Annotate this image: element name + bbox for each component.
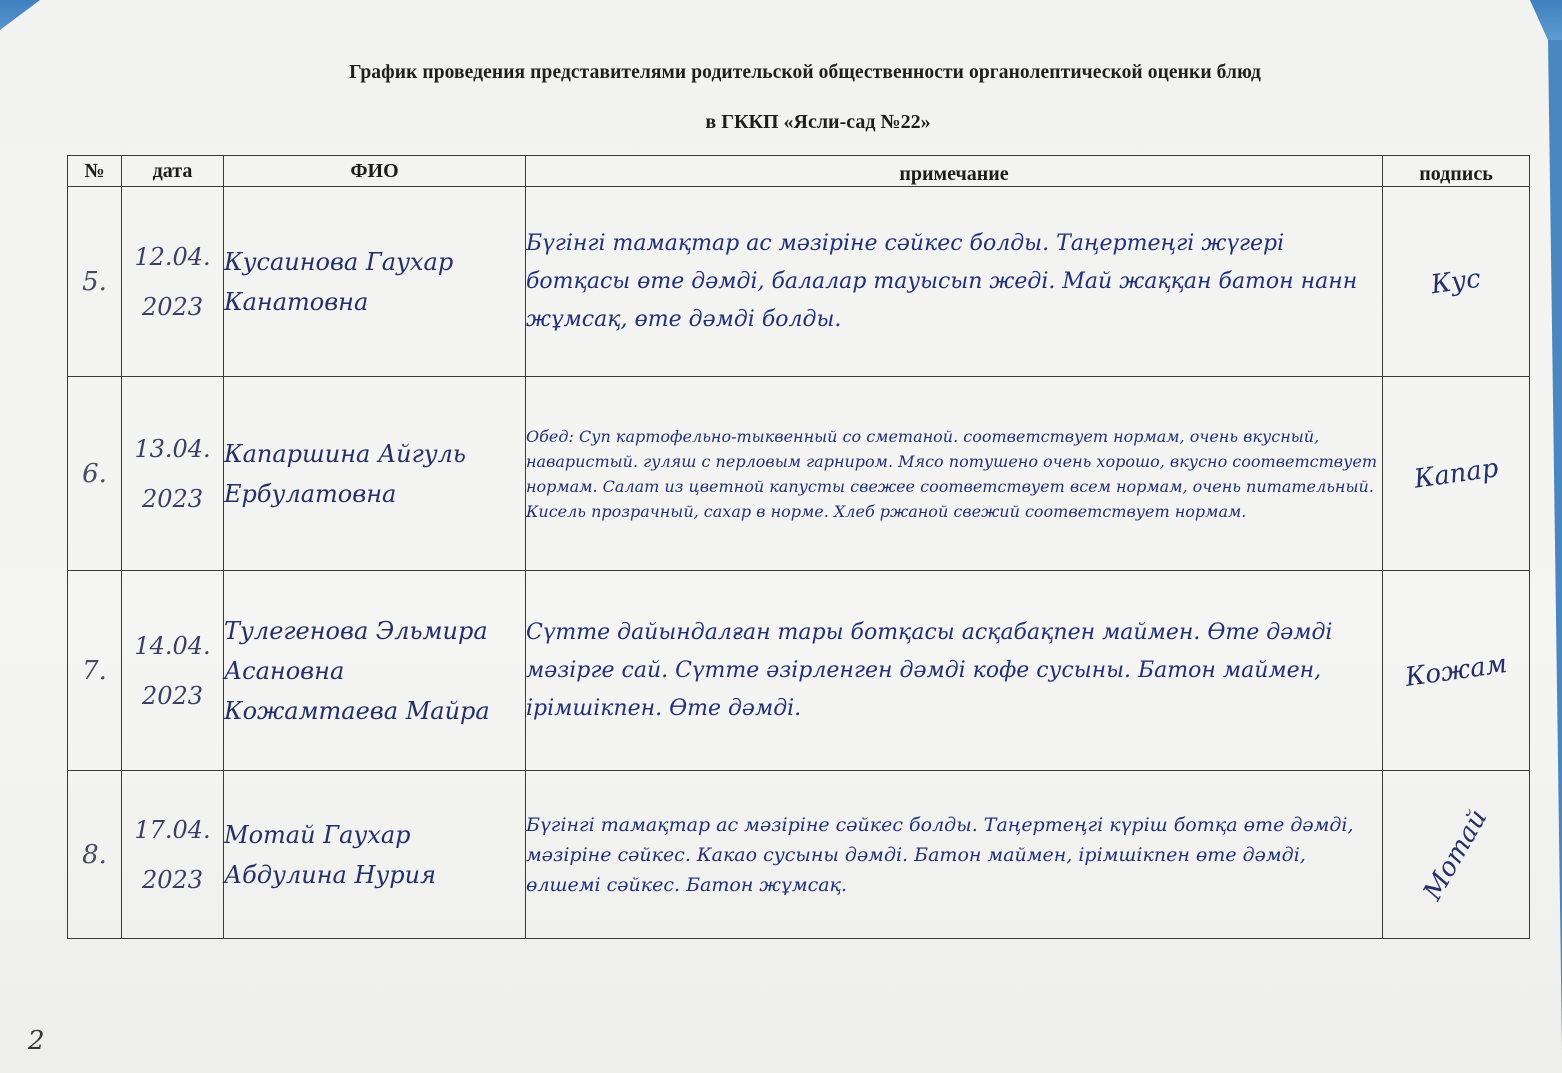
row-note: Обед: Суп картофельно-тыквенный со сметаной. соответствует нормам, очень вкусный, наваристый. гуляш с перловым гарниром. Мясо потушено очень хорошо, вкусно соответствует нормам. Салат из цветной капусты свежее соответствует всем нормам, очень питательный. Кисель прозрачный, сахар в норме. Хлеб ржаной свежий соответствует нормам. — [526, 377, 1383, 571]
row-signature — [1383, 377, 1530, 571]
row-number: 5. — [68, 187, 122, 377]
signature-text: Кус — [1429, 263, 1483, 300]
signature-text: Мотай — [1418, 804, 1494, 905]
row-date: 12.04. 2023 — [122, 187, 224, 377]
header-fio: ФИО — [224, 156, 526, 187]
row-fio: Мотай Гаухар Абдулина Нурия — [224, 771, 526, 939]
table-row — [68, 377, 1530, 571]
row-fio: Тулегенова Эльмира Асановна Кожамтаева Майра — [224, 571, 526, 771]
row-note: Бүгінгі тамақтар ас мәзіріне сәйкес болды. Таңертеңгі күріш ботқа өте дәмді, мәзіріне сәйкес. Какао сусыны дәмді. Батон маймен, ірімшікпен өте дәмді, өлшемі сәйкес. Батон жұмсақ. — [526, 771, 1383, 939]
row-note: Бүгінгі тамақтар ас мәзіріне сәйкес болды. Таңертеңгі жүгері ботқасы өте дәмді, балалар тауысып жеді. Май жаққан батон нанн жұмсақ, өте дәмді болды. — [526, 187, 1383, 377]
row-date: 17.04. 2023 — [122, 771, 224, 939]
document-title: График проведения представителями родительской общественности органолептической оценки блюд — [349, 62, 1261, 83]
row-date: 13.04. 2023 — [122, 377, 224, 571]
signature-text: Капар — [1412, 452, 1500, 495]
page-number: 2 — [28, 1026, 45, 1056]
table-row — [68, 571, 1530, 771]
header-date: дата — [122, 156, 224, 187]
row-signature — [1383, 771, 1530, 939]
row-note: Сүтте дайындалған тары ботқасы асқабақпен маймен. Өте дәмді мәзірге сай. Сүтте әзірленген дәмді кофе сусыны. Батон маймен, ірімшікпен. Өте дәмді. — [526, 571, 1383, 771]
header-number: № — [68, 156, 122, 187]
row-fio: Кусаинова Гаухар Канатовна — [224, 187, 526, 377]
table-row — [68, 187, 1530, 377]
schedule-table — [67, 155, 1530, 939]
table-row — [68, 771, 1530, 939]
header-note: примечание — [526, 156, 1383, 187]
row-fio: Капаршина Айгуль Ербулатовна — [224, 377, 526, 571]
header-signature: подпись — [1383, 156, 1530, 187]
row-number: 8. — [68, 771, 122, 939]
table-header-row — [68, 156, 1530, 187]
row-signature — [1383, 571, 1530, 771]
row-number: 6. — [68, 377, 122, 571]
row-signature — [1383, 187, 1530, 377]
signature-text: Кожам — [1403, 648, 1509, 693]
row-number: 7. — [68, 571, 122, 771]
row-date: 14.04. 2023 — [122, 571, 224, 771]
document-subtitle: в ГККП «Ясли-сад №22» — [705, 111, 931, 133]
